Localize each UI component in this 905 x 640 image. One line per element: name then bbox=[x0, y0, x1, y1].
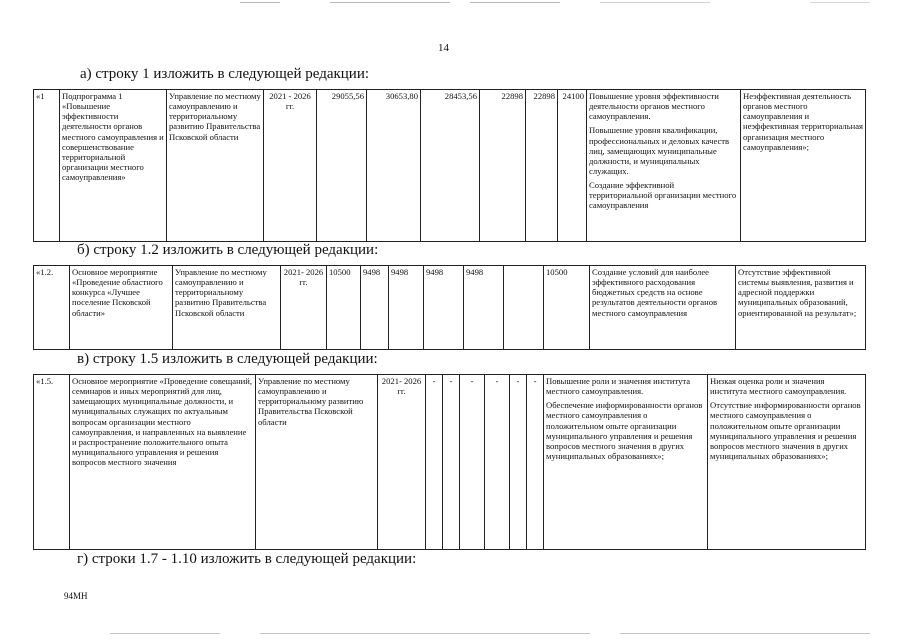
row-1-5-value-6: - bbox=[527, 375, 544, 550]
scan-artifact-top bbox=[0, 0, 905, 8]
row-1-5-consequences bbox=[708, 375, 866, 550]
row-1-executor: Управление по местному самоуправлению и территориальному развитию Правительства Псковской области bbox=[167, 90, 264, 242]
row-1-2-value-2: 9498 bbox=[361, 266, 389, 350]
row-1-2-spacer bbox=[504, 266, 544, 350]
row-1-5-consequence-2: Отсутствие информированности органов местного самоуправления о положительном опыте организации муниципального управления и решения вопросов местного значения в других муниципальных образованиях»; bbox=[710, 400, 861, 461]
row-1-2-result-1: Создание условий для наиболее эффективного расходования бюджетных средств на основе результатов деятельности органов местного самоуправления bbox=[592, 267, 718, 318]
row-1-5-consequence-1: Низкая оценка роли и значения института местного самоуправления. bbox=[710, 376, 847, 397]
row-1-2-value-4: 9498 bbox=[424, 266, 464, 350]
row-1-5-value-1: - bbox=[426, 375, 443, 550]
section-b-heading: б) строку 1.2 изложить в следующей редакции: bbox=[77, 242, 379, 258]
row-1-result-3: Создание эффективной территориальной организации местного самоуправления bbox=[589, 180, 737, 211]
row-1-2-value-6: 10500 bbox=[544, 266, 590, 350]
row-1-value-4: 22898 bbox=[480, 90, 526, 242]
row-1-2-value-3: 9498 bbox=[389, 266, 424, 350]
row-1-5-result-2: Обеспечение информированности органов местного самоуправления о положительном опыте организации муниципального управления и решения вопросов местного значения в других муниципальных образованиях»; bbox=[546, 400, 703, 461]
row-1-value-1: 29055,56 bbox=[317, 90, 367, 242]
document-code: 94МН bbox=[64, 591, 88, 601]
row-1-2-period: 2021- 2026 гг. bbox=[281, 266, 327, 350]
row-1-5-value-4: - bbox=[485, 375, 510, 550]
section-a-heading: а) строку 1 изложить в следующей редакции: bbox=[80, 66, 370, 82]
row-1-5-table bbox=[33, 374, 866, 550]
row-1-2-results bbox=[590, 266, 736, 350]
row-1-2-table bbox=[33, 265, 866, 350]
row-1-period: 2021 - 2026 гг. bbox=[264, 90, 317, 242]
row-1-5-value-3: - bbox=[460, 375, 485, 550]
row-1-number: «1 bbox=[34, 90, 60, 242]
row-1-table bbox=[33, 89, 866, 242]
row-1-value-5: 22898 bbox=[526, 90, 558, 242]
row-1-result-1: Повышение уровня эффективности деятельности органов местного самоуправления. bbox=[589, 91, 719, 122]
row-1-name: Подпрограмма 1 «Повышение эффективности деятельности органов местного самоуправления и совершенствование территориальной организации местного самоуправления» bbox=[60, 90, 167, 242]
row-1-5-executor: Управление по местному самоуправлению и территориальному развитию Правительства Псковской области bbox=[256, 375, 378, 550]
row-1-value-6: 24100 bbox=[558, 90, 587, 242]
section-c-heading: в) строку 1.5 изложить в следующей редакции: bbox=[77, 351, 378, 367]
row-1-result-2: Повышение уровня квалификации, профессиональных и деловых качеств лиц, замещающих муниципальные должности, и муниципальных служащих. bbox=[589, 125, 730, 176]
page-number: 14 bbox=[438, 42, 449, 54]
row-1-results bbox=[587, 90, 741, 242]
row-1-2-name: Основное мероприятие «Проведение областного конкурса «Лучшее поселение Псковской области» bbox=[70, 266, 173, 350]
row-1-5-name: Основное мероприятие «Проведение совещаний, семинаров и иных мероприятий для лиц, замещающих муниципальные должности, и муниципальных служащих по актуальным вопросам организации местного самоуправления, и направленных на выявление и распространение положительного опыта муниципального управления и решения вопросов местного значения bbox=[70, 375, 256, 550]
row-1-value-2: 30653,80 bbox=[367, 90, 421, 242]
row-1-value-3: 28453,56 bbox=[421, 90, 480, 242]
row-1-5-value-2: - bbox=[443, 375, 460, 550]
row-1-2-value-1: 10500 bbox=[327, 266, 361, 350]
row-1-2-number: «1.2. bbox=[34, 266, 70, 350]
row-1-5-period: 2021- 2026 гг. bbox=[378, 375, 426, 550]
scan-artifact-bottom bbox=[0, 630, 905, 638]
row-1-2-consequence: Отсутствие эффективной системы выявления, развития и адресной поддержки муниципальных образований, ориентированной на результат»; bbox=[736, 266, 866, 350]
row-1-5-value-5: - bbox=[510, 375, 527, 550]
row-1-5-results bbox=[544, 375, 708, 550]
row-1-consequence: Неэффективная деятельность органов местного самоуправления и неэффективная территориальная организация местного самоуправления»; bbox=[741, 90, 866, 242]
row-1-2-value-5: 9498 bbox=[464, 266, 504, 350]
row-1-2-executor: Управление по местному самоуправлению и территориальному развитию Правительства Псковской области bbox=[173, 266, 281, 350]
row-1-5-number: «1.5. bbox=[34, 375, 70, 550]
section-d-heading: г) строки 1.7 - 1.10 изложить в следующей редакции: bbox=[77, 551, 417, 567]
row-1-5-result-1: Повышение роли и значения института местного самоуправления. bbox=[546, 376, 691, 397]
